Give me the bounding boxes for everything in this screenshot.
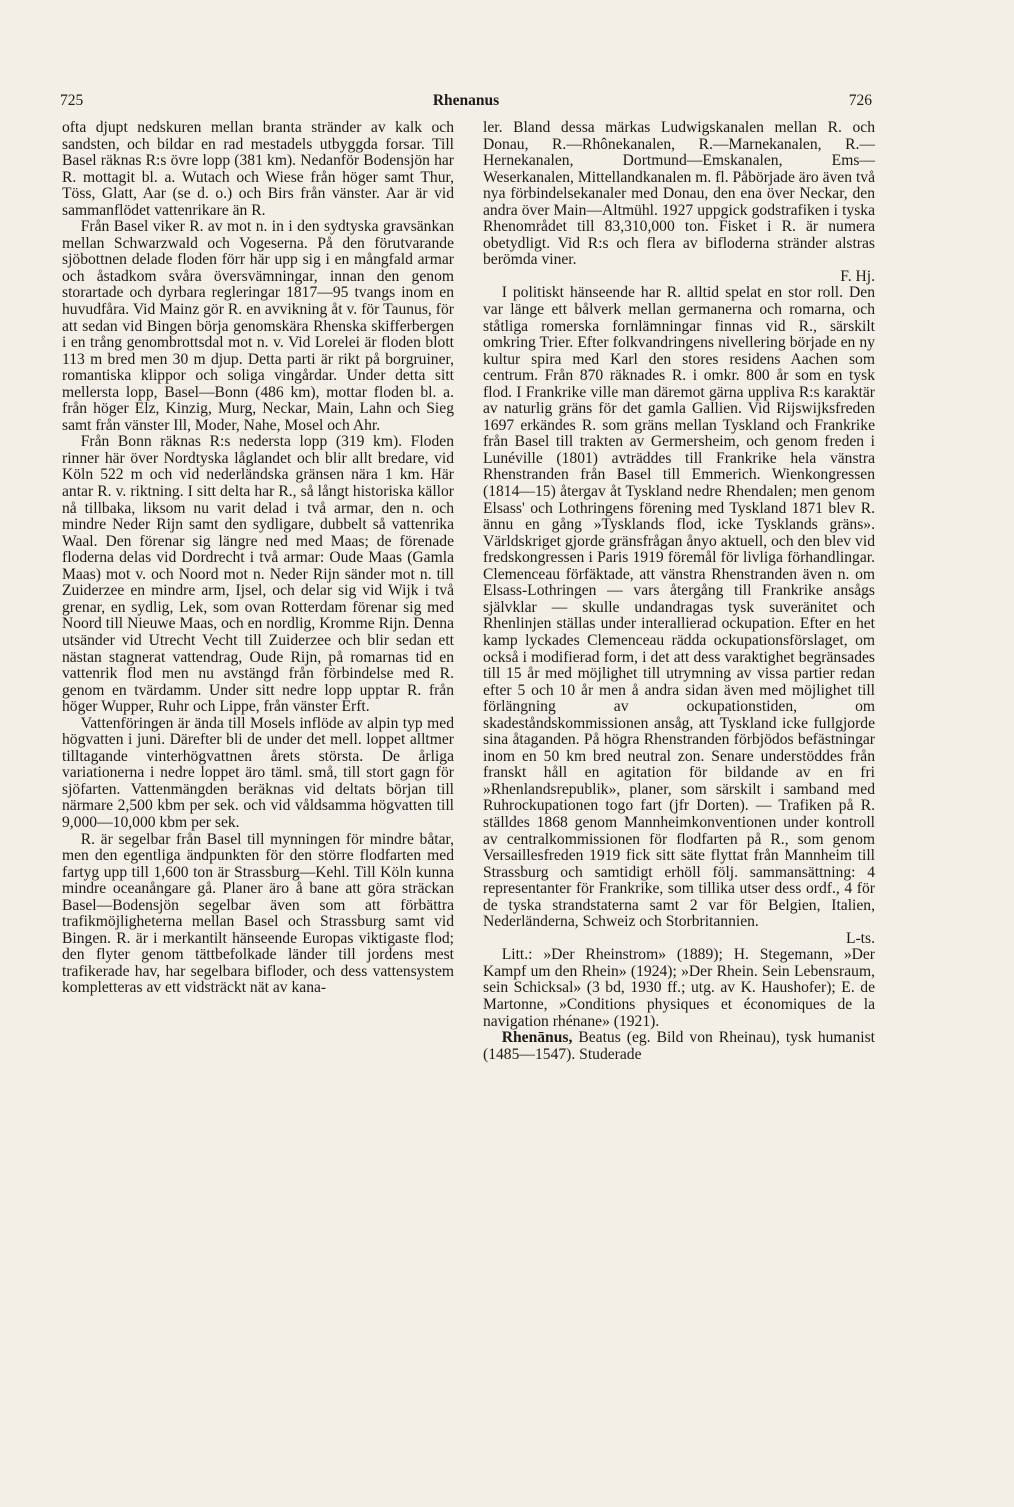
running-title: Rhenanus — [432, 92, 500, 109]
paragraph — [483, 120, 875, 285]
paragraph: Från Basel viker R. av mot n. in i den sydtyska gravsänkan mellan Schwarzwald och Vogeserna. På den förutvarande sjöbottnen delade floden förr här upp sig i en mångfald armar och åstadkom svåra översvämningar, innan den genom storartade och dyrbara regleringar 1817—95 tvangs inom en huvudfåra. Vid Mainz gör R. en avvikning åt v. för Taunus, för att sedan vid Bingen börja genomskära Rhenska skifferbergen i en trång genombrottsdal mot n. v. Vid Lorelei är floden blott 113 m bred men 30 m djup. Detta parti är rikt på borgruiner, romantiska klippor och soliga vingårdar. Under detta sitt mellersta lopp, Basel—Bonn (486 km), mottar floden bl. a. från höger Elz, Kinzig, Murg, Neckar, Main, Lahn och Sieg samt från vänster Ill, Moder, Nahe, Mosel och Ahr. — [62, 218, 454, 434]
encyclopedia-entry — [483, 1030, 875, 1063]
paragraph-text: I politiskt hänseende har R. alltid spelat en stor roll. Den var länge ett bålverk mellan germanerna och romarna, och ståtliga romerska fornlämningar finnas vid R., särskilt omkring Trier. Efter folkvandringens nivellering började en ny kultur spira med Karl den stores residens Aachen som centrum. Från 870 räknades R. i omkr. 800 år som en tysk flod. I Frankrike ville man däremot gärna uppliva R:s karaktär av naturlig gräns för det gamla Gallien. Vid Rijswijksfreden 1697 erkändes R. som gräns mellan Tyskland och Frankrike från Basel till trakten av Germersheim, och genom freden i Lunéville (1801) avträddes till Frankrike hela vänstra Rhenstranden från Basel till Emmerich. Wienkongressen (1814—15) återgav åt Tyskland nedre Rhendalen; men genom Elsass' och Lothringens förening med Tyskland 1871 blev R. ännu en gång »Tysklands flod, icke Tysklands gräns». Världskriget gjorde gränsfrågan ånyo aktuell, och den blev vid fredskongressen i Paris 1919 föremål för livliga förhandlingar. Clemenceau förfäktade, att vänstra Rhenstranden även n. om Elsass-Lothringen — vars återgång till Frankrike ansågs självklar — skulle undandragas tysk suveränitet och Rhenlinjen ställas under interallierad ockupation. Efter en het kamp lyckades Clemenceau rädda ockupationsförslaget, om också i modifierad form, i det att dess varaktighet begränsades till 15 år med möjlighet till utrymning av vissa partier redan efter 5 och 10 år men å andra sidan även med möjlighet till förlängning av ockupationstiden, om skadeståndskommissionen ansåg, att Tyskland icke fullgjorde sina åtaganden. På högra Rhenstranden förbjödos befästningar inom en 50 km bred neutral zon. Senare understöddes från franskt håll en agitation för bildande av en fri »Rhenlandsrepublik», planer, som särskilt i samband med Ruhrockupationen togo fart (jfr Dorten). — Trafiken på R. ställdes 1868 genom Mannheimkonventionen under kontroll av centralkommissionen för flodfarten på R., som genom Versaillesfreden 1919 fick sitt säte flyttat från Mannheim till Strassburg och samtidigt erhöll följ. sammansättning: 4 representanter för Frankrike, som tillika utser dess ordf., 4 för de tyska strandstaterna samt 2 var för Belgien, Italien, Nederländerna, Schweiz och Storbritannien. — [483, 284, 875, 931]
author-signature: F. Hj. — [840, 267, 875, 285]
page-number-right: 726 — [848, 92, 872, 109]
paragraph: Vattenföringen är ända till Mosels inflöde av alpin typ med högvatten i juni. Därefter bli de under det mell. loppet alltmer tilltagande vinterhögvattnen årets största. De årliga variationerna i nedre loppet äro täml. små, till stort gagn för sjöfarten. Vattenmängden beräknas vid deltats början till närmare 2,500 kbm per sek. och vid våldsamma högvatten till 9,000—10,000 kbm per sek. — [62, 714, 454, 831]
paragraph-text: ler. Bland dessa märkas Ludwigskanalen mellan R. och Donau, R.—Rhônekanalen, R.—Marnekanalen, R.—Hernekanalen, Dortmund—Emskanalen, Ems—Weserkanalen, Mittellandkanalen m. fl. Påbörjade äro även två nya förbindelsekanaler med Donau, den ena över Neckar, den andra över Main—Altmühl. 1927 uppgick godstrafiken i tyska Rhenområdet till 83,310,000 ton. Fisket i R. är numera obetydligt. Vid R:s och flera av bifloderna stränder alstras berömda viner. — [483, 119, 875, 269]
right-column — [483, 120, 875, 1063]
left-column — [62, 120, 454, 997]
author-signature: L-ts. — [845, 929, 875, 947]
entry-headword: Rhenānus, — [501, 1029, 573, 1047]
paragraph: ofta djupt nedskuren mellan branta stränder av kalk och sandsten, och bildar en rad mestadels utbyggda forsar. Till Basel räknas R:s övre lopp (381 km). Nedanför Bodensjön har R. mottagit bl. a. Wutach och Wiese från höger samt Thur, Töss, Glatt, Aar (se d. o.) och Birs från vänster. Aar är vid sammanflödet vattenrikare än R. — [62, 119, 454, 219]
paragraph — [483, 285, 875, 947]
page-number-left: 725 — [60, 92, 84, 109]
page-header — [60, 92, 872, 116]
entry-text: Beatus (eg. Bild von Rheinau), tysk humanist (1485—1547). Studerade — [483, 1029, 875, 1063]
paragraph: R. är segelbar från Basel till mynningen för mindre båtar, men den egentliga ändpunkten för den större flodfarten med fartyg upp till 1,600 ton är Strassburg—Kehl. Till Köln kunna mindre oceanångare gå. Planer äro å bane att göra sträckan Basel—Bodensjön segelbar även som att förbättra trafikmöjligheterna mellan Basel och Strassburg samt vid Bingen. R. är i merkantilt hänseende Europas viktigaste flod; den flyter genom tättbefolkade länder till jordens mest trafikerade hav, har segelbara bifloder, och dess vattensystem kompletteras av ett vidsträckt nät av kana- — [62, 830, 454, 997]
paragraph: Från Bonn räknas R:s nedersta lopp (319 km). Floden rinner här över Nordtyska låglandet och blir allt bredare, vid Köln 522 m och vid nederländska gränsen nära 1 km. Här antar R. v. riktning. I sitt delta har R., så långt historiska källor nå tillbaka, liksom nu varit delad i två armar, den n. och mindre Neder Rijn samt den sydligare, dubbelt så vattenrika Waal. Den förenar sig längre ned med Maas; de förenade floderna delas vid Dordrecht i två armar: Oude Maas (Gamla Maas) mot v. och Noord mot n. Neder Rijn sänder mot n. till Zuiderzee en mindre arm, Ijsel, och delar sig vid Wijk i två grenar, en sydlig, Lek, som ovan Rotterdam förenar sig med Noord till Nieuwe Maas, och en nordlig, Kromme Rijn. Denna utsänder vid Utrecht Vecht till Zuiderzee och blir sedan ett nästan stagnerat vattendrag, Oude Rijn, på romarnas tid en vattenrik flod men nu avstängd från förbindelse med R. genom en tvärdamm. Under sitt nedre lopp upptar R. från höger Wupper, Ruhr och Lippe, från vänster Erft. — [62, 433, 454, 716]
bibliography: Litt.: »Der Rheinstrom» (1889); H. Stegemann, »Der Kampf um den Rhein» (1924); »Der Rhein. Sein Lebensraum, sein Schicksal» (3 bd, 1930 ff.; utg. av K. Haushofer); E. de Martonne, »Conditions physiques et économiques de la navigation rhénane» (1921). — [483, 946, 875, 1030]
